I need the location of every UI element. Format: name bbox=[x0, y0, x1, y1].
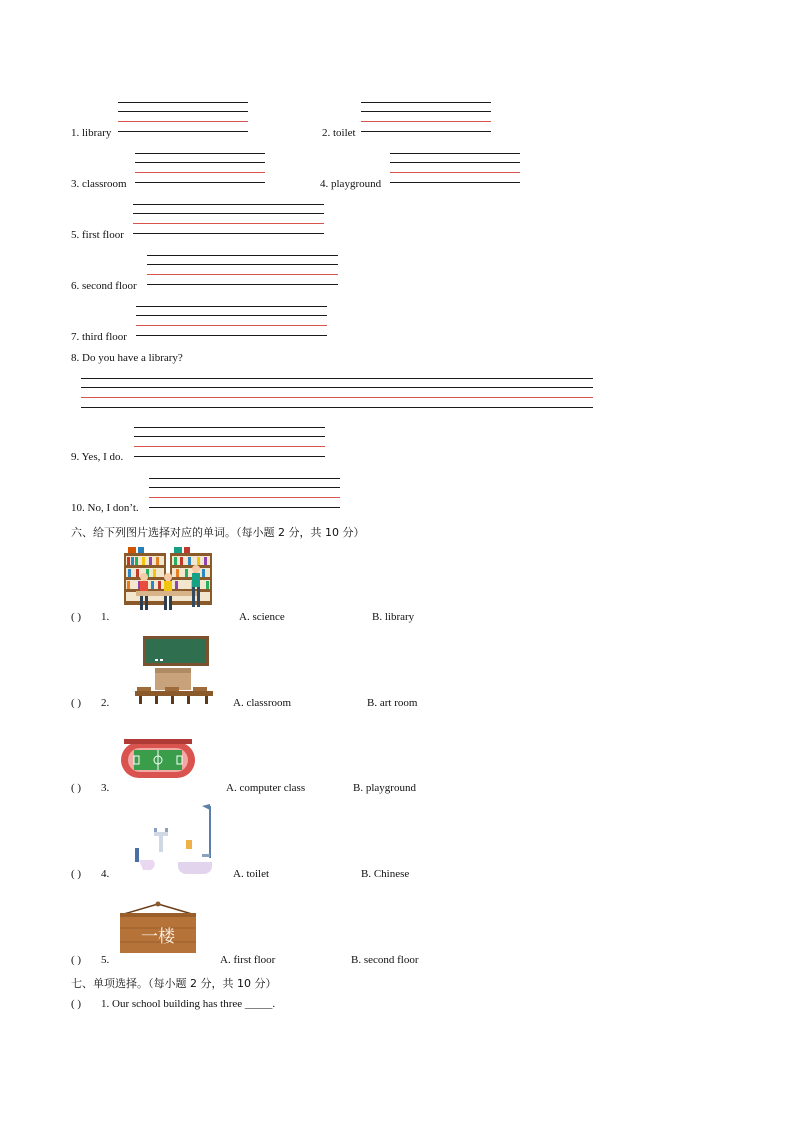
floor-sign-picture bbox=[118, 900, 198, 956]
writing-line bbox=[361, 111, 491, 112]
item-label: 1. library bbox=[71, 127, 112, 139]
writing-line bbox=[81, 407, 593, 408]
writing-line-red bbox=[118, 121, 248, 122]
writing-line bbox=[147, 264, 338, 265]
answer-paren[interactable]: ( ) bbox=[71, 611, 82, 623]
item-label: 3. classroom bbox=[71, 178, 127, 190]
writing-line-red bbox=[133, 223, 324, 224]
option-b[interactable]: B. art room bbox=[367, 697, 418, 709]
writing-line-red bbox=[135, 172, 265, 173]
writing-line bbox=[147, 284, 338, 285]
question-number: 4. bbox=[101, 868, 110, 880]
writing-line bbox=[135, 162, 265, 163]
option-a[interactable]: A. classroom bbox=[233, 697, 292, 709]
answer-paren[interactable]: ( ) bbox=[71, 697, 82, 709]
writing-line bbox=[133, 233, 324, 234]
question-number: 5. bbox=[101, 954, 110, 966]
item-label: 8. Do you have a library? bbox=[71, 352, 183, 364]
writing-line bbox=[390, 182, 520, 183]
writing-line bbox=[81, 378, 593, 379]
item-label: 4. playground bbox=[320, 178, 382, 190]
writing-line bbox=[149, 487, 340, 488]
classroom-blackboard-picture bbox=[133, 634, 215, 706]
writing-line bbox=[118, 111, 248, 112]
writing-line-red bbox=[81, 397, 593, 398]
floor-sign-text: 一楼 bbox=[141, 927, 175, 947]
option-b[interactable]: B. library bbox=[372, 611, 415, 623]
item-label: 10. No, I don’t. bbox=[71, 502, 139, 514]
answer-paren[interactable]: ( ) bbox=[71, 868, 82, 880]
writing-line bbox=[135, 153, 265, 154]
writing-line-red bbox=[361, 121, 491, 122]
writing-line bbox=[390, 162, 520, 163]
writing-line bbox=[134, 456, 325, 457]
answer-paren[interactable]: ( ) bbox=[71, 954, 82, 966]
writing-line bbox=[118, 102, 248, 103]
writing-line bbox=[118, 131, 248, 132]
question-text: 1. Our school building has three _____. bbox=[101, 998, 276, 1010]
writing-line bbox=[149, 507, 340, 508]
question-number: 1. bbox=[101, 611, 110, 623]
writing-line bbox=[136, 335, 327, 336]
option-b[interactable]: B. playground bbox=[353, 782, 416, 794]
writing-line bbox=[136, 315, 327, 316]
bathroom-fixtures-picture bbox=[132, 802, 216, 880]
writing-line-red bbox=[149, 497, 340, 498]
writing-line bbox=[136, 306, 327, 307]
writing-line bbox=[135, 182, 265, 183]
option-a[interactable]: A. science bbox=[239, 611, 285, 623]
item-label: 6. second floor bbox=[71, 280, 137, 292]
item-label: 9. Yes, I do. bbox=[71, 451, 124, 463]
writing-line bbox=[390, 153, 520, 154]
playground-field-picture bbox=[120, 738, 196, 780]
writing-line bbox=[134, 427, 325, 428]
writing-line-red bbox=[147, 274, 338, 275]
option-a[interactable]: A. toilet bbox=[233, 868, 270, 880]
option-b[interactable]: B. second floor bbox=[351, 954, 419, 966]
item-label: 7. third floor bbox=[71, 331, 127, 343]
writing-line bbox=[133, 204, 324, 205]
writing-line bbox=[81, 387, 593, 388]
answer-paren[interactable]: ( ) bbox=[71, 782, 82, 794]
question-number: 3. bbox=[101, 782, 110, 794]
writing-line bbox=[133, 213, 324, 214]
option-a[interactable]: A. first floor bbox=[220, 954, 276, 966]
writing-line bbox=[149, 478, 340, 479]
item-label: 2. toilet bbox=[322, 127, 356, 139]
library-bookshelves-picture bbox=[122, 547, 214, 613]
question-number: 2. bbox=[101, 697, 110, 709]
answer-paren[interactable]: ( ) bbox=[71, 998, 82, 1010]
writing-line bbox=[147, 255, 338, 256]
writing-line bbox=[134, 436, 325, 437]
option-b[interactable]: B. Chinese bbox=[361, 868, 410, 880]
writing-line bbox=[361, 131, 491, 132]
writing-line-red bbox=[390, 172, 520, 173]
section-title: 六、给下列图片选择对应的单词。（每小题 2 分，共 10 分） bbox=[71, 526, 365, 539]
writing-line-red bbox=[134, 446, 325, 447]
writing-line-red bbox=[136, 325, 327, 326]
section-title: 七、单项选择。（每小题 2 分，共 10 分） bbox=[71, 977, 277, 990]
item-label: 5. first floor bbox=[71, 229, 124, 241]
writing-line bbox=[361, 102, 491, 103]
option-a[interactable]: A. computer class bbox=[226, 782, 306, 794]
